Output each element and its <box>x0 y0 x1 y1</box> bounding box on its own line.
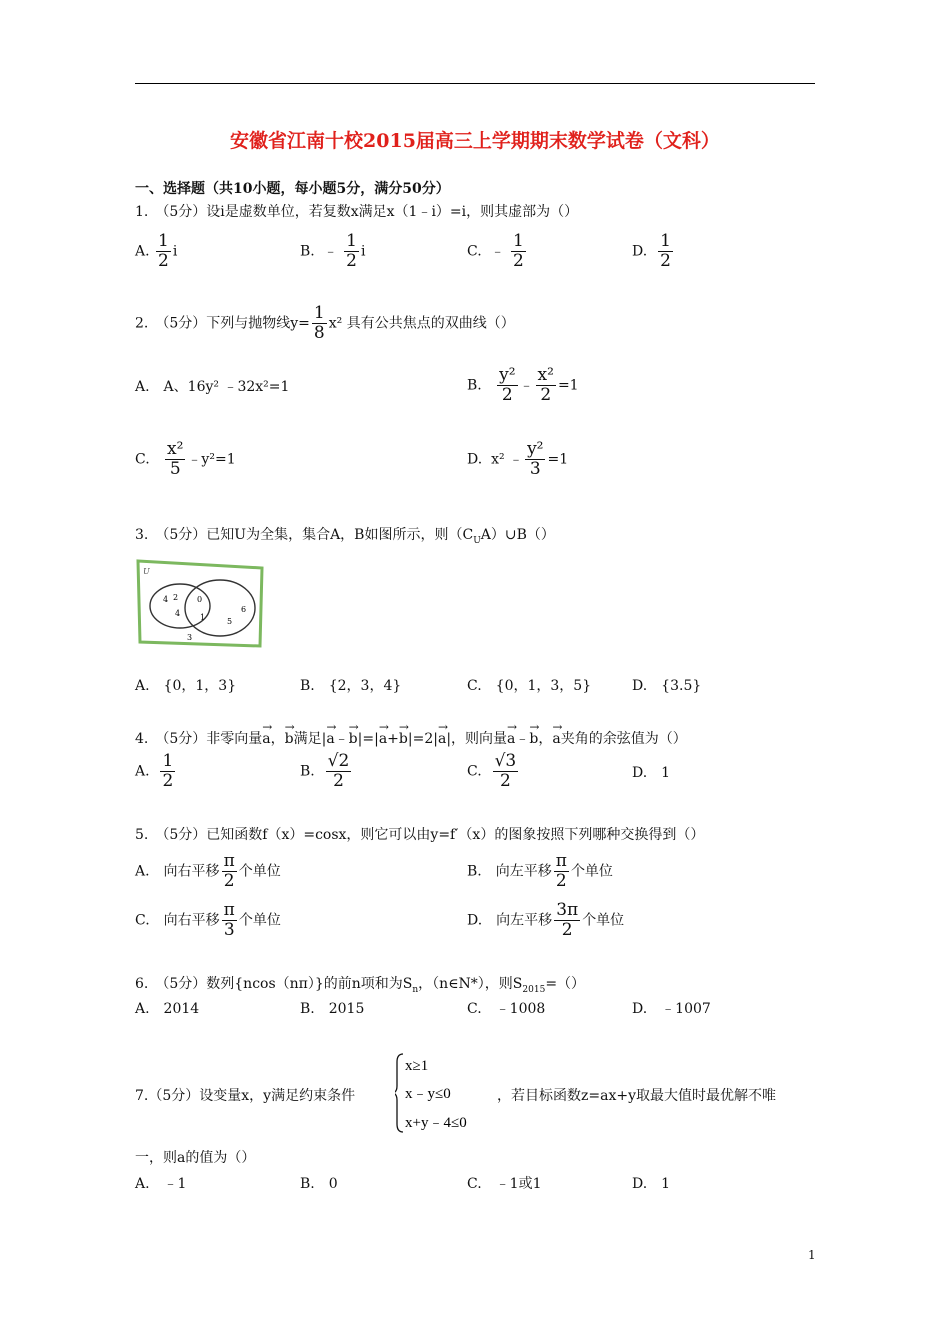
fraction: $\frac{\pi}{2}$ <box>555 851 567 891</box>
q7-option-a: A. ﹣1 <box>135 1176 187 1192</box>
fraction: $\frac{3\pi}{2}$ <box>556 900 579 940</box>
q1-option-c: C. ﹣ $\frac{1}{2}$ <box>467 231 524 271</box>
q4-option-b: B. $\frac{√2}{2}$ <box>300 751 350 791</box>
q2-option-b: B. $\frac{\text{y²}}{2}$ ﹣ $\frac{\text{x²}}{2}$ =1 <box>467 365 579 405</box>
fraction: $\frac{1}{2}$ <box>162 751 174 791</box>
venn-number: 3 <box>187 633 193 642</box>
fraction: $\frac{\text{y²}}{3}$ <box>527 439 544 479</box>
fraction: $\frac{1}{2}$ <box>660 231 671 271</box>
venn-number: 0 <box>197 595 203 604</box>
page-title: 安徽省江南十校2015届高三上学期期末数学试卷（文科） <box>230 130 720 152</box>
q7-stem-pre: 7.（5分）设变量x，y满足约束条件 <box>135 1088 356 1104</box>
q3-option-c: C. {0，1，3，5} <box>467 678 592 694</box>
option-label: C. <box>467 243 482 260</box>
q7-option-b: B. 0 <box>300 1176 338 1192</box>
constraint-line: x≥1 <box>405 1058 429 1074</box>
fraction: $\frac{\pi}{2}$ <box>223 851 235 891</box>
q2-option-d: D. x² ﹣ $\frac{\text{y²}}{3}$ =1 <box>467 439 569 479</box>
q3-option-b: B. {2，3，4} <box>300 678 402 694</box>
vector-b: → b <box>285 726 294 748</box>
q5-option-a: A. 向右平移 $\frac{\pi}{2}$ 个单位 <box>135 851 281 891</box>
q3-stem: 3. （5分）已知U为全集，集合A，B如图所示，则$(C_UA)\cup B()$ <box>135 527 555 546</box>
constraint-line: x+y﹣4≤0 <box>405 1115 467 1131</box>
vector-b: → b <box>349 726 358 748</box>
q4-option-c: C. $\frac{√3}{2}$ <box>467 751 517 791</box>
vector-a: → a <box>507 726 515 748</box>
q4-option-a: A. $\frac{1}{2}$ <box>135 751 174 791</box>
fraction: $\frac{\text{x²}}{2}$ <box>537 365 554 405</box>
q5-stem: 5. （5分）已知函数f（x）=cosx，则它可以由y=f′（x）的图象按照下列哪种交换得到（） <box>135 827 705 843</box>
fraction: $\frac{\text{y²}}{2}$ <box>499 365 516 405</box>
q6-option-a: A. 2014 <box>135 1001 200 1017</box>
q1-option-b: B. ﹣ $\frac{1}{2}$ i <box>300 231 366 271</box>
vector-a: → a <box>438 726 446 748</box>
vector-a: → a <box>326 726 334 748</box>
q2-stem: 2. （5分）下列与抛物线y= $\frac{1}{8}$ x² 具有公共焦点的双曲线（） <box>135 303 515 343</box>
venn-number: 2 <box>173 593 179 602</box>
q1-option-a: A. $\frac{1}{2}$ i <box>135 231 178 271</box>
page-number: 1 <box>808 1248 816 1262</box>
q3-option-a: A. {0，1，3} <box>135 678 237 694</box>
section-heading: 一、选择题（共10小题，每小题5分，满分50分） <box>135 181 450 197</box>
vector-a: → a <box>552 726 560 748</box>
fraction: $\frac{1}{8}$ <box>313 303 325 343</box>
fraction: $\frac{√3}{2}$ <box>494 751 517 791</box>
venn-number: 1 <box>200 613 206 622</box>
constraint-line: x﹣y≤0 <box>405 1086 451 1102</box>
q7-option-d: D. 1 <box>632 1176 671 1192</box>
q6-option-b: B. 2015 <box>300 1001 365 1017</box>
vector-b: → b <box>529 726 538 748</box>
venn-number: 6 <box>241 605 247 614</box>
vector-b: → b <box>399 726 408 748</box>
q6-option-c: C. ﹣1008 <box>467 1001 546 1017</box>
fraction: $\frac{1}{2}$ <box>513 231 524 271</box>
q5-option-c: C. 向右平移 $\frac{\pi}{3}$ 个单位 <box>135 900 281 940</box>
q6-stem: 6. （5分）数列{ncos（nπ）}的前n项和为$S_n$，（n∈N*），则$S_{2015}=()$ <box>135 976 586 995</box>
q7-option-c: C. ﹣1或1 <box>467 1176 542 1192</box>
q4-option-d: D. 1 <box>632 765 671 781</box>
venn-number: 5 <box>227 617 233 626</box>
q2-option-a: A. A、16y² ﹣32x²=1 <box>135 379 290 395</box>
venn-diagram <box>135 558 265 648</box>
q5-option-b: B. 向左平移 $\frac{\pi}{2}$ 个单位 <box>467 851 613 891</box>
option-label: D. <box>632 243 648 260</box>
fraction: $\frac{1}{2}$ <box>158 231 169 271</box>
option-label: B. <box>300 243 315 260</box>
fraction: $\frac{\text{x²}}{5}$ <box>167 439 184 479</box>
top-rule <box>135 83 815 84</box>
fraction: $\frac{\pi}{3}$ <box>223 900 235 940</box>
q3-option-d: D. {3.5} <box>632 678 702 694</box>
vector-a: → a <box>262 726 270 748</box>
q1-stem: 1. （5分）设i是虚数单位，若复数x满足x（1﹣i）=i，则其虚部为（） <box>135 204 579 220</box>
q7-stem-cont: 一，则a的值为（） <box>135 1150 256 1166</box>
vector-a: → a <box>379 726 387 748</box>
option-label: A. <box>135 243 150 260</box>
q2-option-c: C. $\frac{\text{x²}}{5}$ ﹣y²=1 <box>135 439 236 479</box>
q7-stem-post: ，若目标函数z=ax+y取最大值时最优解不唯 <box>497 1088 776 1104</box>
q4-stem: 4. （5分）非零向量→ a，→ b满足|→ a﹣→ b|=|→ a+→ b|=2|→ a|，则向量→ a﹣→ b，→ a夹角的余弦值为（） <box>135 726 687 748</box>
q5-option-d: D. 向左平移 $\frac{3\pi}{2}$ 个单位 <box>467 900 625 940</box>
venn-number: 4 <box>175 609 181 618</box>
venn-u-label: U <box>143 567 150 576</box>
venn-number: 4 <box>163 595 169 604</box>
fraction: $\frac{√2}{2}$ <box>327 751 350 791</box>
fraction: $\frac{1}{2}$ <box>346 231 357 271</box>
q1-option-d <box>632 232 675 271</box>
q6-option-d: D. ﹣1007 <box>632 1001 711 1017</box>
constraint-system <box>395 1050 495 1136</box>
left-brace <box>395 1054 403 1132</box>
